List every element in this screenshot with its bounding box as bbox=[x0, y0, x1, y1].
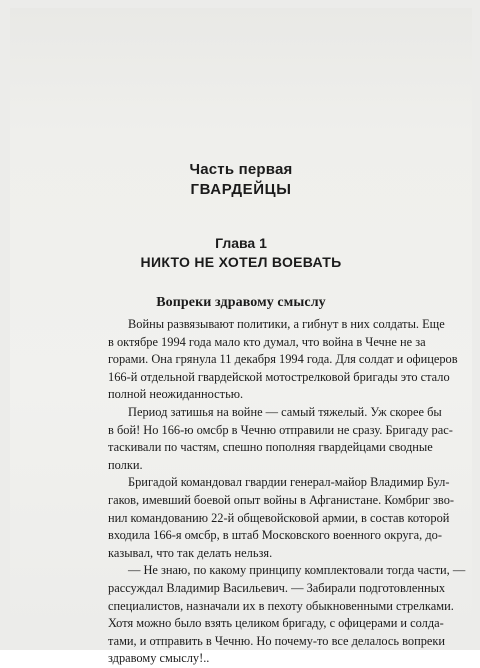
text-line: входила 166-я омсбр, в штаб Московского военного округа, до- bbox=[108, 528, 442, 543]
part-label: Часть первая bbox=[189, 161, 293, 178]
text-line: в бой! Но 166-ю омсбр в Чечню отправили не сразу. Бригаду рас- bbox=[108, 422, 453, 437]
text-line: таскивали по частям, спешно пополняя гвардейцами сводные bbox=[108, 440, 433, 455]
text-line: тами, и отправить в Чечню. Но почему-то все делалось вопреки bbox=[108, 633, 446, 648]
text-line: Войны развязывают политики, а гибнут в них солдаты. Еще bbox=[128, 317, 445, 331]
paragraph bbox=[108, 316, 458, 404]
text-line: нил командованию 22-й общевойсковой армии, в состав которой bbox=[108, 510, 450, 525]
paragraph bbox=[108, 404, 453, 474]
paragraph bbox=[108, 562, 466, 668]
text-line: гаков, имевший боевой опыт войны в Афганистане. Комбриг зво- bbox=[108, 492, 455, 507]
text-line: Хотя можно было взять целиком бригаду, с офицерами и солда- bbox=[108, 616, 444, 631]
text-line: полной неожиданностью. bbox=[108, 387, 244, 402]
text-line: Бригадой командовал гвардии генерал-майор Владимир Бул- bbox=[128, 475, 450, 490]
text-line: рассуждал Владимир Васильевич. — Забирали подготовленных bbox=[108, 580, 446, 595]
page-surface bbox=[10, 8, 472, 666]
text-line: здравому смыслу!.. bbox=[108, 651, 210, 666]
chapter-title: НИКТО НЕ ХОТЕЛ ВОЕВАТЬ bbox=[140, 254, 342, 270]
text-line: горами. Она грянула 11 декабря 1994 года. Для солдат и офицеров bbox=[108, 352, 458, 367]
text-line: — Не знаю, по какому принципу комплектовали тогда части, — bbox=[128, 563, 466, 578]
text-line: Период затишья на войне — самый тяжелый. Уж скорее бы bbox=[128, 404, 442, 419]
text-line: 166-й отдельной гвардейской мотострелковой бригады это стало bbox=[108, 369, 450, 384]
part-title: ГВАРДЕЙЦЫ bbox=[190, 181, 292, 198]
paragraph bbox=[108, 474, 455, 562]
text-line: в октябре 1994 года мало кто думал, что война в Чечне не за bbox=[108, 334, 426, 349]
chapter-label: Глава 1 bbox=[215, 235, 267, 251]
text-line: полки. bbox=[108, 457, 143, 472]
text-line: специалистов, назначали их в пехоту обыкновенными стрелками. bbox=[108, 598, 454, 613]
text-line: казывал, что так делать нельзя. bbox=[108, 545, 273, 560]
body-text bbox=[108, 316, 466, 668]
section-title: Вопреки здравому смыслу bbox=[156, 295, 326, 310]
